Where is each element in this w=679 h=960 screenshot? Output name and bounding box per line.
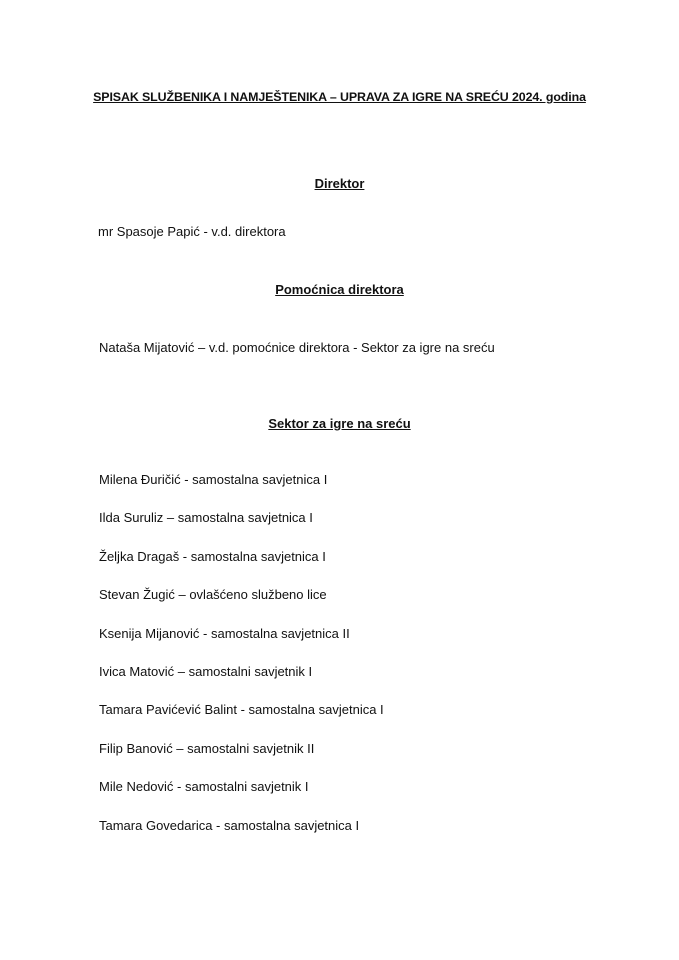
director-entry: mr Spasoje Papić - v.d. direktora (98, 224, 286, 239)
document-title: SPISAK SLUŽBENIKA I NAMJEŠTENIKA – UPRAVA ZA IGRE NA SREĆU 2024. godina (93, 90, 586, 104)
staff-entry: Tamara Govedarica - samostalna savjetnica I (99, 817, 360, 833)
staff-entry: Tamara Pavićević Balint - samostalna savjetnica I (99, 702, 384, 718)
director-heading: Direktor (314, 176, 365, 191)
assistant-director-heading: Pomoćnica direktora (275, 282, 404, 297)
sector-heading: Sektor za igre na sreću (268, 416, 411, 431)
staff-list (99, 472, 384, 856)
staff-entry: Milena Đuričić - samostalna savjetnica I (99, 472, 328, 487)
staff-entry: Stevan Žugić – ovlašćeno službeno lice (99, 587, 327, 603)
staff-entry: Mile Nedović - samostalni savjetnik I (99, 779, 309, 795)
staff-entry: Ilda Suruliz – samostalna savjetnica I (99, 510, 313, 526)
assistant-director-entry: Nataša Mijatović – v.d. pomoćnice direktora - Sektor za igre na sreću (99, 340, 495, 355)
staff-entry: Željka Dragaš - samostalna savjetnica I (99, 548, 326, 564)
staff-entry: Ksenija Mijanović - samostalna savjetnica II (99, 625, 350, 641)
staff-entry: Filip Banović – samostalni savjetnik II (99, 740, 315, 756)
staff-entry: Ivica Matović – samostalni savjetnik I (99, 663, 313, 679)
